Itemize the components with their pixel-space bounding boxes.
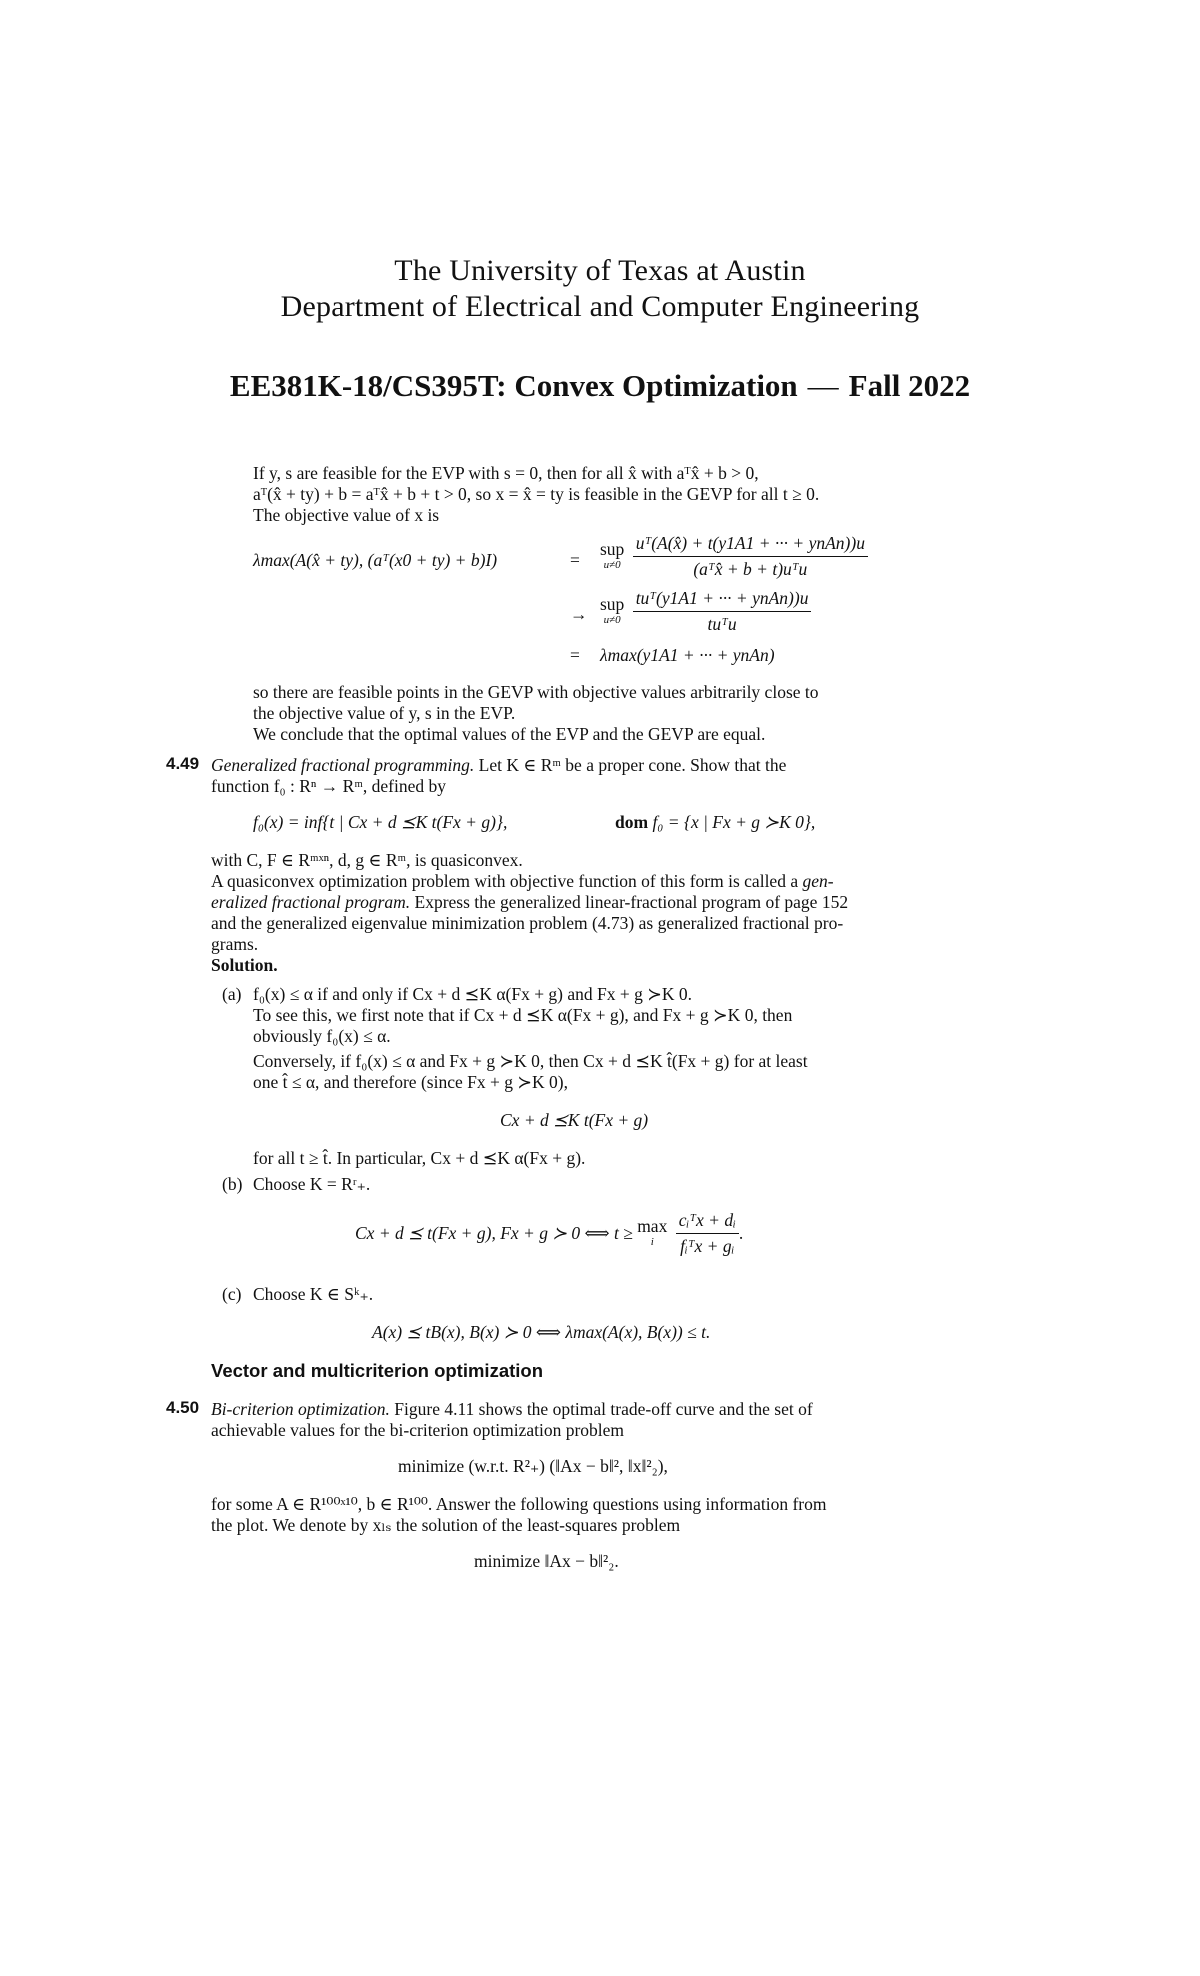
problem-450-line-1 <box>211 1399 813 1420</box>
university-title: The University of Texas at Austin <box>394 254 806 287</box>
part-b-line: Choose K = Rʳ₊. <box>253 1174 371 1194</box>
eq-row-1 <box>600 533 868 580</box>
max-operator: max i <box>637 1215 668 1248</box>
problem-449-line-7: grams. <box>211 934 259 954</box>
part-c-line: Choose K ∈ Sᵏ₊. <box>253 1284 374 1304</box>
part-b-fraction: $\frac{\text{cᵢᵀx + dᵢ}}{\text{fᵢᵀx + gᵢ}}$ <box>676 1210 739 1257</box>
problem-449-line-2: function f₀ : Rⁿ → Rᵐ, defined by <box>211 776 446 796</box>
problem-450-line-1-rest: Figure 4.11 shows the optimal trade-off curve and the set of <box>394 1399 813 1419</box>
problem-449-title: Generalized fractional programming. <box>211 755 475 775</box>
problem-449-line-4: A quasiconvex optimization problem with objective function of this form is called a gen- <box>211 871 834 891</box>
part-a-equation: Cx + d ⪯K t(Fx + g) <box>500 1110 649 1130</box>
part-b-label: (b) <box>222 1174 243 1194</box>
problem-449-line-1-rest: Let K ∈ Rᵐ be a proper cone. Show that the <box>478 755 787 775</box>
f0-domain <box>615 812 815 833</box>
eq-row-2 <box>600 588 811 635</box>
problem-450-equation-1: minimize (w.r.t. R²₊) (‖Ax − b‖², ‖x‖²₂), <box>398 1456 668 1476</box>
f0-definition: f₀(x) = inf{t | Cx + d ⪯K t(Fx + g)}, <box>253 812 508 832</box>
after-eq-line-1: so there are feasible points in the GEVP with objective values arbitrarily close to <box>253 682 819 702</box>
part-a-line-6: for all t ≥ t̂. In particular, Cx + d ⪯K α(Fx + g). <box>253 1148 586 1168</box>
title-dash: — <box>807 368 839 403</box>
dom-expression: f₀ = {x | Fx + g ≻K 0}, <box>652 812 816 832</box>
section-heading: Vector and multicriterion optimization <box>211 1360 544 1381</box>
after-eq-line-3: We conclude that the optimal values of the EVP and the GEVP are equal. <box>253 724 766 744</box>
solution-heading: Solution. <box>211 955 278 975</box>
part-c-equation: A(x) ⪯ tB(x), B(x) ≻ 0 ⟺ λmax(A(x), B(x)) ≤ t. <box>372 1322 711 1342</box>
eq-rel-3: = <box>570 645 580 665</box>
problem-449-line-1 <box>211 755 786 776</box>
problem-number-449: 4.49 <box>166 754 200 773</box>
fraction-1: $\frac{\text{uᵀ(A(x̂) + t(y1A1 + ··· + ynAn))u}}{\text{(aᵀx̂ + b + t)uᵀu}}$ <box>633 533 868 580</box>
eq-lhs: λmax(A(x̂ + ty), (aᵀ(x0 + ty) + b)I) <box>253 550 498 570</box>
part-b-equation: Cx + d ⪯ t(Fx + g), Fx + g ≻ 0 ⟺ t ≥ max i $\frac{\text{cᵢᵀx + dᵢ}}{\text{fᵢᵀx + gᵢ}}$ . <box>355 1210 744 1256</box>
part-c-label: (c) <box>222 1284 242 1304</box>
problem-450-line-4: the plot. We denote by xₗₛ the solution of the least-squares problem <box>211 1515 681 1535</box>
problem-449-line-5: eralized fractional program. Express the generalized linear-fractional program of page 152 <box>211 892 849 912</box>
part-a-label: (a) <box>222 984 242 1004</box>
after-eq-line-2: the objective value of y, s in the EVP. <box>253 703 516 723</box>
part-a-line-3: obviously f₀(x) ≤ α. <box>253 1026 391 1046</box>
course-term: Fall 2022 <box>848 368 971 403</box>
intro-line-3: The objective value of x is <box>253 505 440 525</box>
sup-operator-2: sup u≠0 <box>600 593 625 626</box>
course-title <box>0 368 1200 404</box>
part-a-line-4: Conversely, if f₀(x) ≤ α and Fx + g ≻K 0, then Cx + d ⪯K t̂(Fx + g) for at least <box>253 1051 808 1071</box>
problem-450-line-3: for some A ∈ R¹⁰⁰ˣ¹⁰, b ∈ R¹⁰⁰. Answer the following questions using information from <box>211 1494 827 1514</box>
problem-450-line-2: achievable values for the bi-criterion optimization problem <box>211 1420 625 1440</box>
fraction-2: $\frac{\text{tuᵀ(y1A1 + ··· + ynAn))u}}{\text{tuᵀu}}$ <box>633 588 812 635</box>
problem-450-equation-2: minimize ‖Ax − b‖²₂. <box>474 1551 619 1571</box>
intro-line-2: aᵀ(x̂ + ty) + b = aᵀx̂ + b + t > 0, so x = x̂ = ty is feasible in the GEVP for all t ≥ 0. <box>253 484 820 504</box>
part-a-line-5: one t̂ ≤ α, and therefore (since Fx + g ≻K 0), <box>253 1072 568 1092</box>
problem-449-line-3: with C, F ∈ Rᵐˣⁿ, d, g ∈ Rᵐ, is quasiconvex. <box>211 850 523 870</box>
problem-number-450: 4.50 <box>166 1398 200 1417</box>
dom-keyword: dom <box>615 812 649 832</box>
eq-rhs-3: λmax(y1A1 + ··· + ynAn) <box>600 645 775 665</box>
part-a-line-2: To see this, we first note that if Cx + d ⪯K α(Fx + g), and Fx + g ≻K 0, then <box>253 1005 793 1025</box>
problem-449-line-6: and the generalized eigenvalue minimization problem (4.73) as generalized fractional pro- <box>211 913 844 933</box>
course-name: EE381K-18/CS395T: Convex Optimization <box>229 368 798 403</box>
part-a-line-1: f₀(x) ≤ α if and only if Cx + d ⪯K α(Fx + g) and Fx + g ≻K 0. <box>253 984 693 1004</box>
eq-rel-1: = <box>570 550 580 570</box>
intro-line-1: If y, s are feasible for the EVP with s = 0, then for all x̂ with aᵀx̂ + b > 0, <box>253 463 759 483</box>
department-title: Department of Electrical and Computer Engineering <box>280 290 920 323</box>
sup-operator-1: sup u≠0 <box>600 538 625 571</box>
eq-rel-2: → <box>570 604 588 624</box>
problem-450-title: Bi-criterion optimization. <box>211 1399 390 1419</box>
